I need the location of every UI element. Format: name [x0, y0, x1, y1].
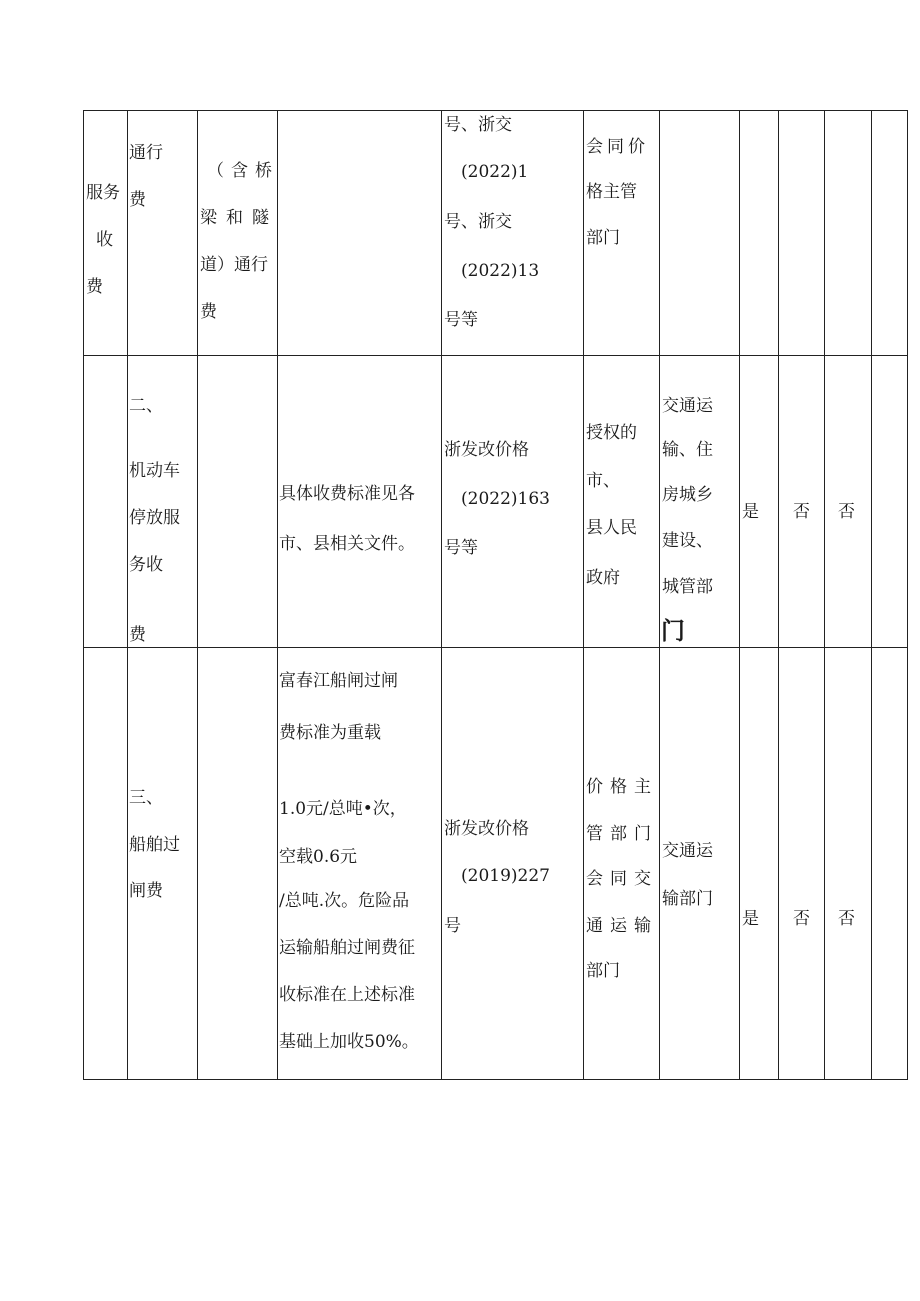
- cell-authority-text: 格主管: [586, 182, 637, 202]
- table-border: [83, 355, 908, 356]
- table-border: [83, 110, 84, 1080]
- cell-standard-text: 富春江船闸过闸: [279, 671, 398, 691]
- cell-standard-text: 1.0元/总吨•次，: [279, 799, 407, 819]
- cell-item-text: 通行: [129, 143, 163, 163]
- cell-category-text: 收: [96, 230, 113, 250]
- cell-authority-text: 政府: [586, 568, 620, 588]
- table-border: [197, 110, 198, 1080]
- cell-col8: 是: [742, 502, 759, 522]
- cell-authority-text: 市、: [586, 471, 620, 491]
- cell-item-text: 费: [129, 190, 146, 210]
- table-border: [127, 110, 128, 1080]
- cell-item-text: 机动车: [129, 461, 180, 481]
- cell-col10: 否: [838, 909, 855, 929]
- cell-authority-text: 价格主: [586, 777, 658, 797]
- cell-item-text: 二、: [129, 396, 163, 416]
- cell-authority-text: 授权的: [586, 423, 637, 443]
- cell-col9: 否: [793, 502, 810, 522]
- table-border: [739, 110, 740, 1080]
- table-border: [441, 110, 442, 1080]
- cell-department-text: 输、住: [662, 440, 713, 460]
- cell-basis-text: (2022)163: [461, 489, 550, 509]
- cell-standard-text: 收标准在上述标准: [279, 985, 415, 1005]
- cell-subitem-text: 梁和隧: [200, 208, 278, 228]
- table-border: [583, 110, 584, 1080]
- cell-authority-text: 部门: [586, 228, 620, 248]
- table-border: [871, 110, 872, 1080]
- cell-basis-text: (2022)1: [461, 162, 529, 182]
- cell-item-text: 闸费: [129, 881, 163, 901]
- cell-basis-text: 号、浙交: [444, 115, 512, 135]
- cell-authority-text: 县人民: [586, 518, 637, 538]
- cell-item-text: 费: [129, 625, 146, 645]
- cell-basis-text: 号等: [444, 310, 478, 330]
- cell-subitem-text: 费: [200, 302, 217, 322]
- cell-subitem-text: （含桥: [207, 161, 279, 181]
- cell-basis-text: (2022)13: [461, 261, 540, 281]
- cell-authority-text: 部门: [586, 961, 620, 981]
- cell-department-text: 房城乡: [662, 485, 713, 505]
- cell-standard-text: 空载0.6元: [279, 847, 358, 867]
- cell-basis-text: 号等: [444, 538, 478, 558]
- cell-authority-text: 通运输: [586, 916, 658, 936]
- cell-standard-text: 基础上加收50%。: [279, 1032, 419, 1052]
- cell-col10: 否: [838, 502, 855, 522]
- table-border: [277, 110, 278, 1080]
- cell-department-text: 交通运: [662, 396, 713, 416]
- cell-category-text: 服务: [86, 183, 120, 203]
- cell-department-text: 门: [661, 617, 685, 645]
- cell-department-text: 输部门: [662, 889, 713, 909]
- table-border: [778, 110, 779, 1080]
- cell-col9: 否: [793, 909, 810, 929]
- cell-standard-text: /总吨.次。危险品: [279, 891, 410, 911]
- table-border: [824, 110, 825, 1080]
- cell-department-text: 城管部: [662, 577, 713, 597]
- cell-department-text: 交通运: [662, 841, 713, 861]
- cell-authority-text: 管部门: [586, 824, 658, 844]
- cell-standard-text: 具体收费标准见各: [279, 484, 415, 504]
- cell-item-text: 三、: [129, 788, 163, 808]
- cell-basis-text: 号、浙交: [444, 212, 512, 232]
- cell-department-text: 建设、: [662, 531, 713, 551]
- cell-standard-text: 费标准为重载: [279, 723, 381, 743]
- table-border: [659, 110, 660, 1080]
- cell-authority-text: 会同交: [586, 869, 658, 889]
- cell-item-text: 停放服: [129, 508, 180, 528]
- cell-authority-text: 会同价: [586, 137, 649, 157]
- cell-standard-text: 市、县相关文件。: [279, 534, 415, 554]
- cell-item-text: 务收: [129, 555, 163, 575]
- cell-basis-text: (2019)227: [461, 866, 550, 886]
- table-border: [83, 1079, 908, 1080]
- cell-basis-text: 浙发改价格: [444, 819, 529, 839]
- cell-subitem-text: 道）通行: [200, 255, 268, 275]
- cell-item-text: 船舶过: [129, 835, 180, 855]
- table-border: [907, 110, 908, 1080]
- cell-basis-text: 号: [444, 916, 461, 936]
- cell-category-text: 费: [86, 277, 103, 297]
- cell-col8: 是: [742, 909, 759, 929]
- table-border: [83, 647, 908, 648]
- cell-basis-text: 浙发改价格: [444, 440, 529, 460]
- cell-standard-text: 运输船舶过闸费征: [279, 938, 415, 958]
